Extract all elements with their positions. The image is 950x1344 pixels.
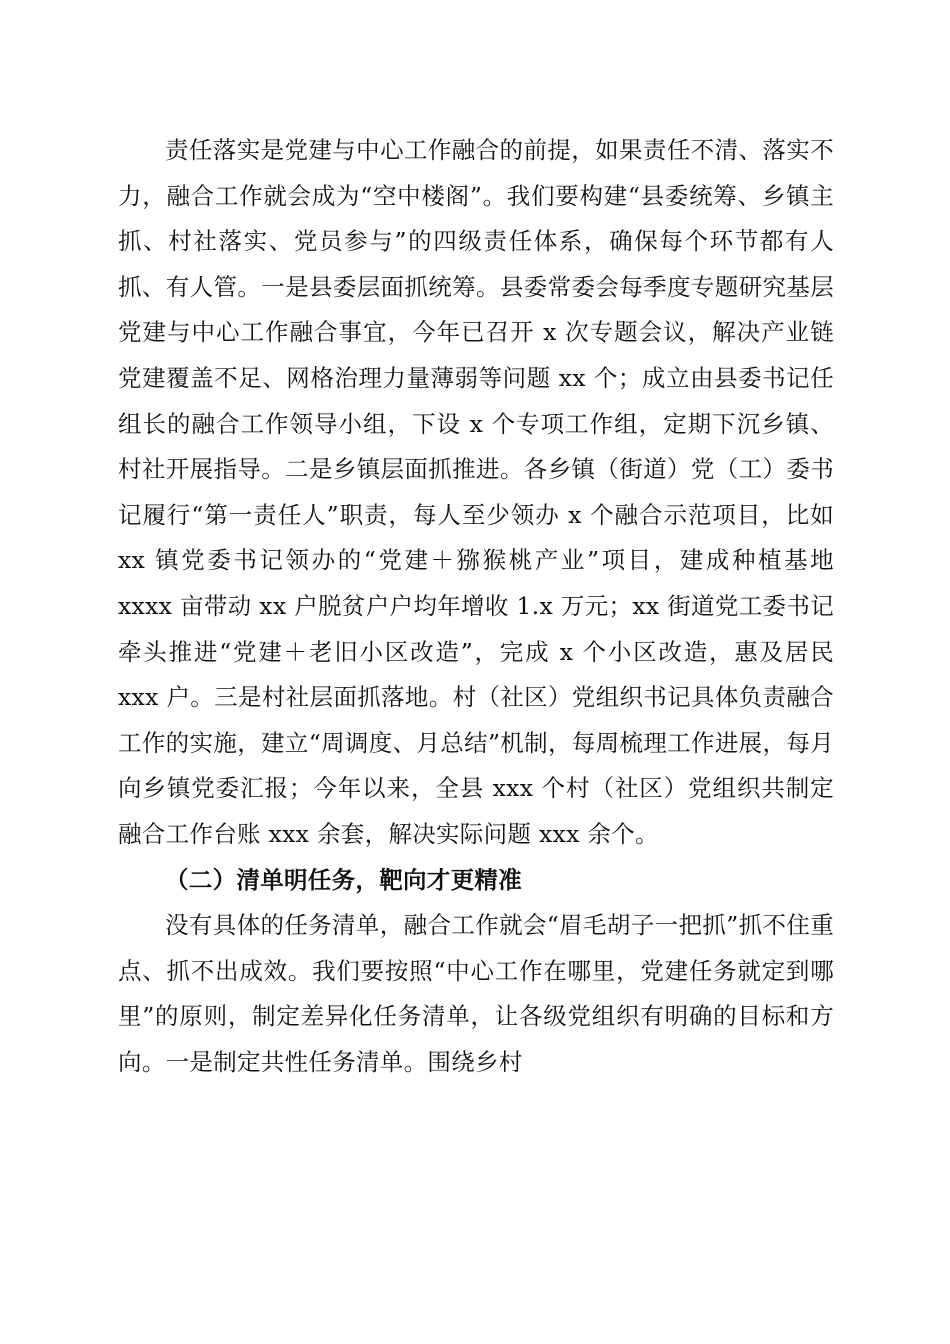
document-body	[118, 128, 834, 1085]
paragraph-responsibility: 责任落实是党建与中心工作融合的前提，如果责任不清、落实不力，融合工作就会成为“空中楼阁”。我们要构建“县委统筹、乡镇主抓、村社落实、党员参与”的四级责任体系，确保每个环节都有人抓、有人管。一是县委层面抓统筹。县委常委会每季度专题研究基层党建与中心工作融合事宜，今年已召开 x 次专题会议，解决产业链党建覆盖不足、网格治理力量薄弱等问题 xx 个；成立由县委书记任组长的融合工作领导小组，下设 x 个专项工作组，定期下沉乡镇、村社开展指导。二是乡镇层面抓推进。各乡镇（街道）党（工）委书记履行“第一责任人”职责，每人至少领办 x 个融合示范项目，比如 xx 镇党委书记领办的“党建＋猕猴桃产业”项目，建成种植基地 xxxx 亩带动 xx 户脱贫户户均年增收 1.x 万元；xx 街道党工委书记牵头推进“党建＋老旧小区改造”，完成 x 个小区改造，惠及居民 xxx 户。三是村社层面抓落地。村（社区）党组织书记具体负责融合工作的实施，建立“周调度、月总结”机制，每周梳理工作进展，每月向乡镇党委汇报；今年以来，全县 xxx 个村（社区）党组织共制定融合工作台账 xxx 余套，解决实际问题 xxx 余个。	[118, 136, 834, 848]
section-heading: （二）清单明任务，靶向才更精准	[165, 865, 522, 894]
paragraph-task-list: 没有具体的任务清单，融合工作就会“眉毛胡子一把抓”抓不住重点、抓不出成效。我们要按照“中心工作在哪里，党建任务就定到哪里”的原则，制定差异化任务清单，让各级党组织有明确的目标和方向。一是制定共性任务清单。围绕乡村	[118, 911, 834, 1076]
